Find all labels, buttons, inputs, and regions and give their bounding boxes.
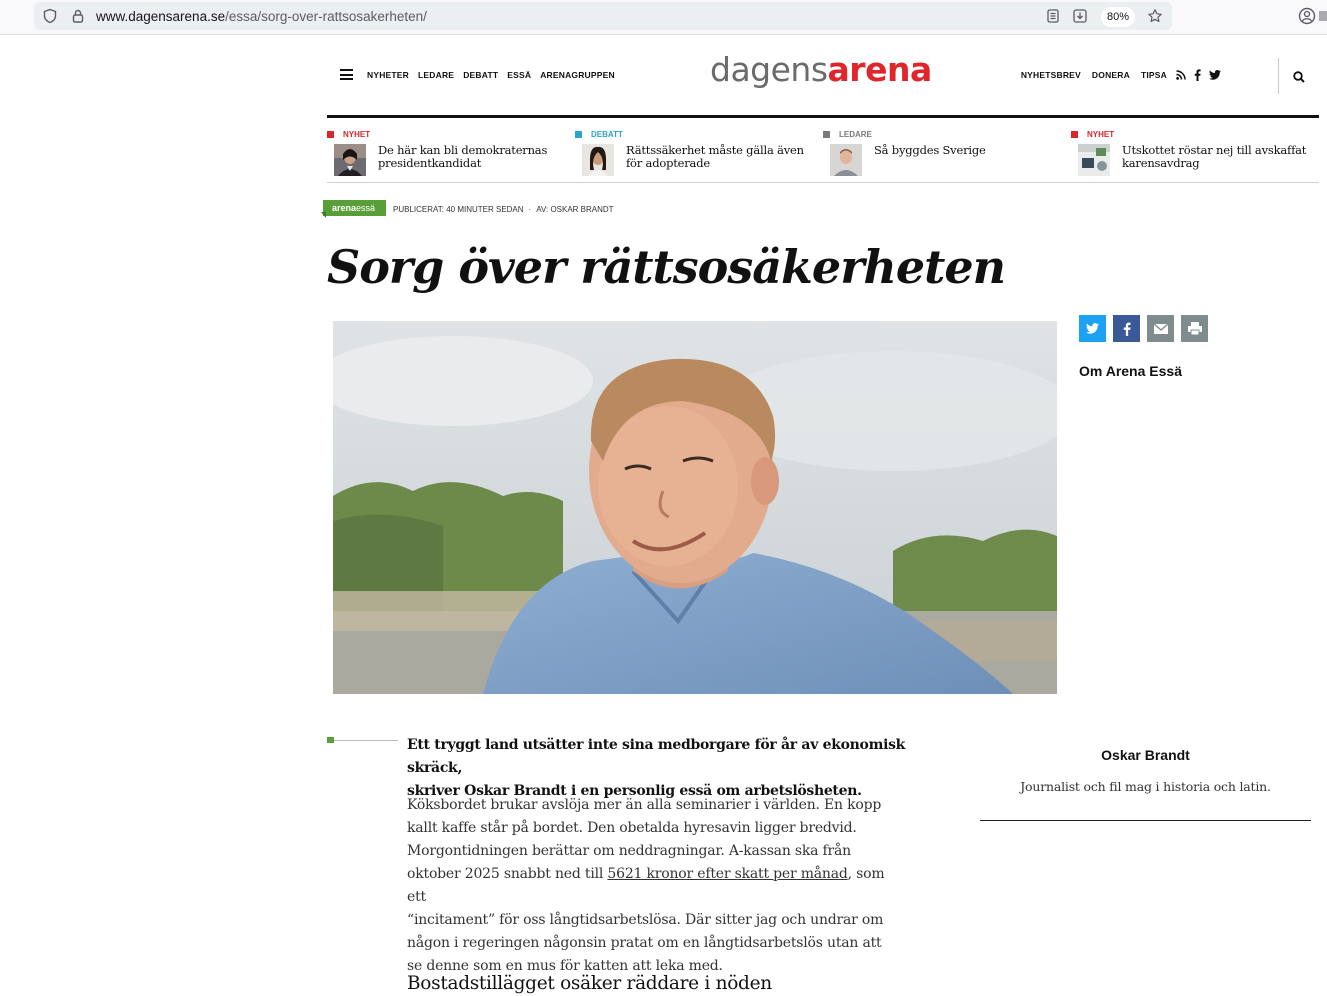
teaser-item[interactable]: [1071, 125, 1311, 181]
teaser-item[interactable]: [327, 125, 567, 181]
secondary-nav: [1021, 69, 1229, 81]
nav-essa[interactable]: ESSÄ: [507, 69, 532, 80]
arena-essa-badge[interactable]: arenaessä: [323, 200, 386, 216]
author-divider: [980, 820, 1311, 821]
email-share-icon[interactable]: [1147, 315, 1174, 342]
twitter-share-icon[interactable]: [1079, 315, 1106, 342]
facebook-share-icon[interactable]: [1113, 315, 1140, 342]
nav-donera[interactable]: DONERA: [1091, 70, 1130, 80]
search-icon[interactable]: [1293, 70, 1305, 88]
nav-ledare[interactable]: LEDARE: [418, 69, 455, 80]
nav-debatt[interactable]: DEBATT: [463, 69, 499, 80]
teaser-title[interactable]: Så byggdes Sverige: [874, 143, 986, 157]
lock-icon[interactable]: [70, 8, 86, 24]
teaser-title[interactable]: Rättssäkerhet måste gälla även för adopterade: [626, 143, 804, 170]
share-buttons: [1079, 315, 1215, 342]
nav-arenagruppen[interactable]: ARENAGRUPPEN: [540, 69, 615, 80]
nav-nyhetsbrev[interactable]: NYHETSBREV: [1020, 70, 1081, 80]
header-rule: [327, 115, 1319, 118]
teaser-thumbnail: [830, 144, 862, 176]
teaser-title[interactable]: De här kan bli demokraternas presidentkandidat: [378, 143, 548, 170]
article-lead: Ett tryggt land utsätter inte sina medborgare för år av ekonomisk skräck, skriver Oskar Brandt i en personlig essä om arbetslösheten.: [407, 737, 906, 799]
teaser-category: NYHET: [327, 130, 370, 139]
article-headline: Sorg över rättsosäkerheten: [327, 240, 1006, 294]
hero-image: [333, 321, 1057, 694]
article-meta: PUBLICERAT: 40 MINUTER SEDAN · AV: OSKAR BRANDT: [393, 205, 614, 214]
badge-tab: [321, 212, 326, 218]
lead-marker: [327, 737, 334, 743]
bookmark-star-icon[interactable]: [1147, 8, 1163, 24]
om-arena-essa-link[interactable]: Om Arena Essä: [1079, 363, 1182, 379]
reader-view-icon[interactable]: [1045, 8, 1061, 24]
article-paragraph: Köksbordet brukar avslöja mer än alla seminarier i världen. En kopp kallt kaffe står på bordet. Den obetalda hyresavin ligger bredvid. Morgontidningen berättar om neddragningar. A-kassan ska från oktober 2025 snabbt ned till 5621 kronor efter skatt per månad, som ett “incitament” för oss långtidsarbetslösa. Där sitter jag och undrar om någon i regeringen någonsin pratat om en långtidsarbetslös utan att se denne som en mus för katten att leka med.: [407, 797, 885, 974]
browser-toolbar: [0, 0, 1327, 35]
teaser-thumbnail: [334, 144, 366, 176]
teaser-title[interactable]: Utskottet röstar nej till avskaffat karensavdrag: [1122, 143, 1307, 170]
teaser-strip: [327, 125, 1319, 183]
rss-icon[interactable]: [1176, 70, 1186, 80]
nav-nyheter[interactable]: NYHETER: [367, 69, 410, 80]
lead-marker-line: [334, 740, 398, 741]
account-icon[interactable]: [1296, 5, 1327, 29]
teaser-thumbnail: [1078, 144, 1110, 176]
download-icon[interactable]: [1072, 8, 1088, 24]
twitter-icon[interactable]: [1209, 70, 1221, 80]
teaser-item[interactable]: [575, 125, 815, 181]
address-bar[interactable]: [34, 2, 1172, 30]
article-subheading: Bostadstillägget osäker räddare i nöden: [407, 973, 772, 994]
zoom-level[interactable]: 80%: [1101, 7, 1135, 27]
author-description: Journalist och fil mag i historia och latin.: [1020, 779, 1271, 794]
nav-tipsa[interactable]: TIPSA: [1140, 70, 1167, 80]
shield-icon[interactable]: [42, 8, 58, 24]
main-nav: [340, 69, 624, 80]
facebook-icon[interactable]: [1194, 69, 1201, 81]
hamburger-menu-icon[interactable]: [340, 69, 353, 80]
author-name[interactable]: Oskar Brandt: [1101, 747, 1190, 763]
teaser-thumbnail: [582, 144, 614, 176]
teaser-category: DEBATT: [575, 130, 623, 139]
a-kassa-link[interactable]: 5621 kronor efter skatt per månad: [607, 866, 848, 882]
url-text[interactable]: www.dagensarena.se/essa/sorg-over-rattsosakerheten/: [96, 9, 427, 24]
site-header: [327, 36, 1319, 118]
teaser-category: LEDARE: [823, 130, 872, 139]
header-divider: [1278, 58, 1279, 94]
print-icon[interactable]: [1181, 315, 1208, 342]
teaser-item[interactable]: [823, 125, 1063, 181]
article-author-link[interactable]: AV: OSKAR BRANDT: [536, 205, 614, 214]
published-time: PUBLICERAT: 40 MINUTER SEDAN: [393, 205, 524, 214]
site-logo[interactable]: dagensarena: [710, 50, 932, 89]
teaser-category: NYHET: [1071, 130, 1114, 139]
